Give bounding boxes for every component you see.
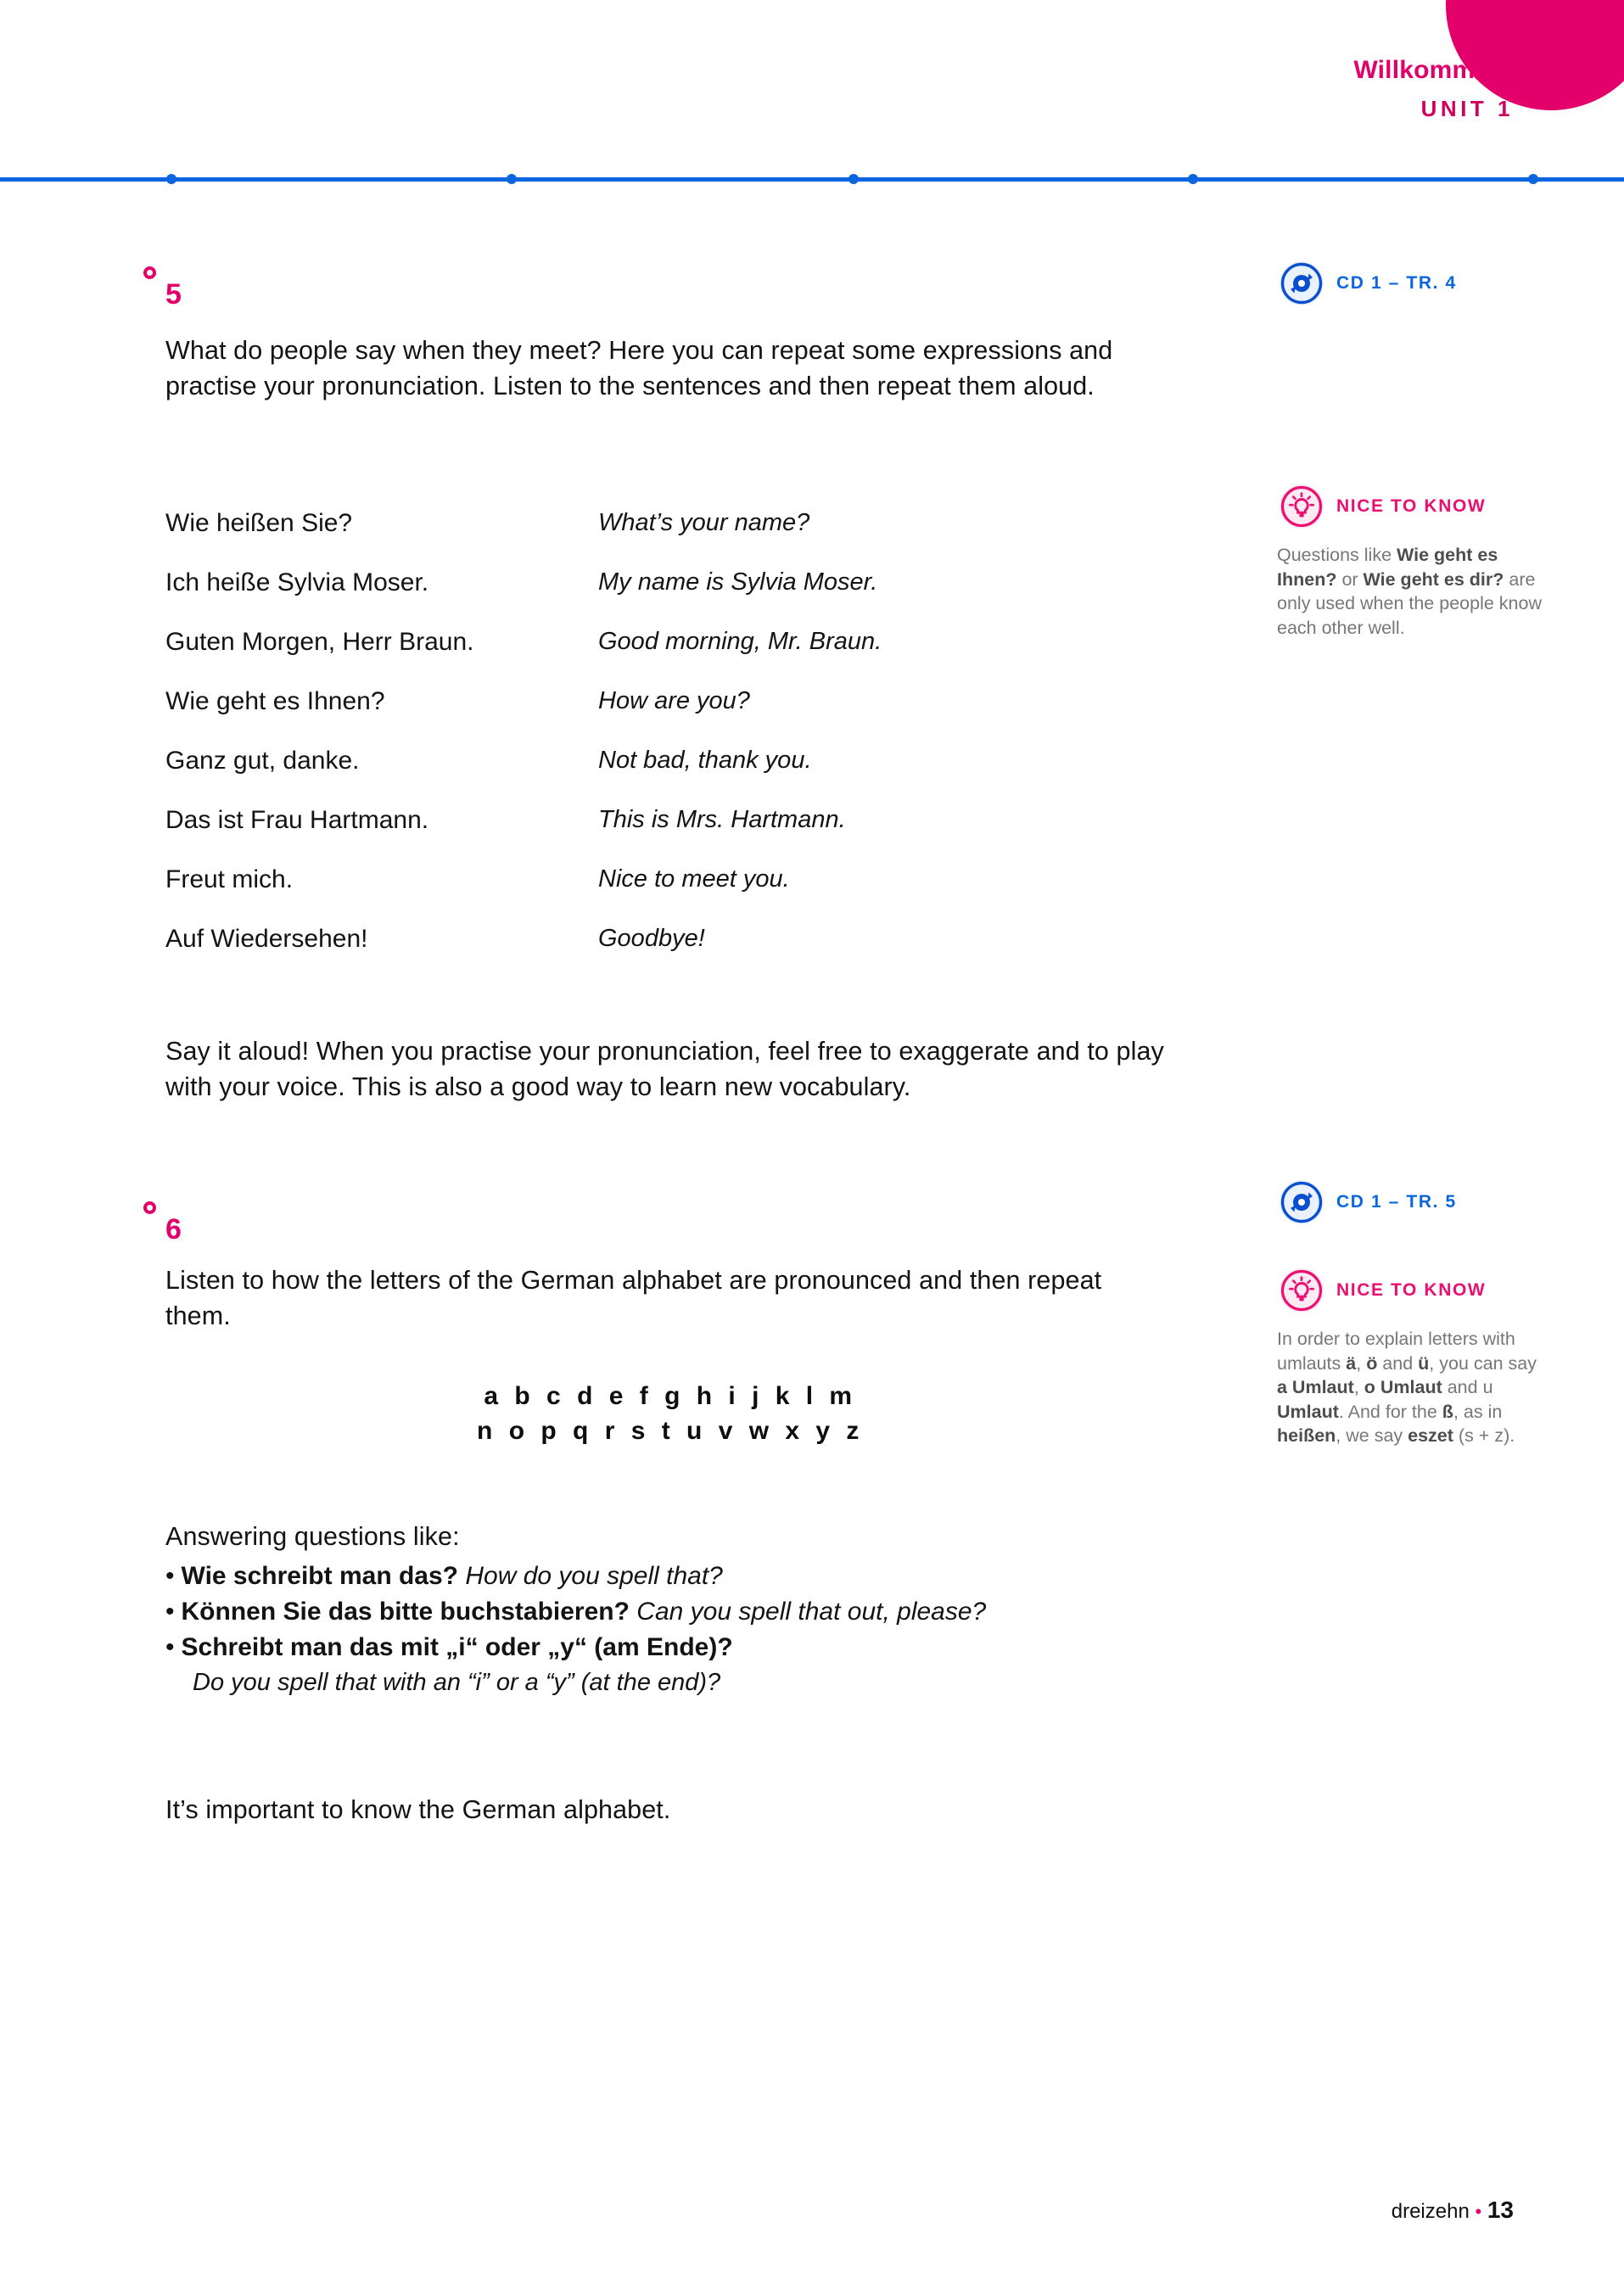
note2-seg6: and u [1442, 1377, 1493, 1398]
sidebar-note-1 [1277, 482, 1548, 640]
table-row [165, 806, 1099, 865]
note1-seg1: Questions like [1277, 545, 1397, 565]
divider-line [0, 177, 1624, 182]
dialogue-english: Not bad, thank you. [598, 747, 812, 774]
table-row [165, 568, 1099, 628]
dialogue-english: This is Mrs. Hartmann. [598, 806, 846, 833]
note2-bold5: o Umlaut [1364, 1377, 1442, 1398]
cd-badge [1277, 1178, 1548, 1227]
divider-dot-5 [1528, 174, 1538, 184]
exercise-5-outro: Say it aloud! When you practise your pronunciation, feel free to exaggerate and to play with your voice. This is also a good way to learn new vocabulary. [165, 1037, 1164, 1102]
note2-bold2: ö [1366, 1352, 1378, 1374]
alphabet-line-1: a b c d e f g h i j k l m [484, 1382, 857, 1410]
note2-seg5: , [1353, 1377, 1364, 1398]
note2-seg3: and [1377, 1352, 1419, 1374]
nice-to-know-label: NICE TO KNOW [1336, 1280, 1487, 1300]
exercise-5-number: 5 [165, 278, 182, 311]
note2-seg4: , you can say [1429, 1352, 1537, 1374]
cd-icon [1277, 1178, 1326, 1227]
bullet-english: How do you spell that? [465, 1562, 723, 1590]
cd-badge [1277, 259, 1548, 308]
note2-bold8: heißen [1277, 1425, 1336, 1447]
dialogue-english: Goodbye! [598, 925, 705, 952]
answering-questions-label: Answering questions like: [165, 1522, 460, 1551]
table-row [165, 747, 1099, 806]
note2-bold7: ß [1442, 1401, 1453, 1422]
bullet-icon: • [165, 1632, 175, 1661]
sidebar-note-2-text [1277, 1327, 1548, 1448]
note2-seg2: , [1356, 1352, 1367, 1374]
lightbulb-icon [1277, 1266, 1326, 1315]
dialogue-english: What’s your name? [598, 509, 810, 536]
dialogue-english: My name is Sylvia Moser. [598, 568, 878, 596]
dialogue-german: Auf Wiedersehen! [165, 925, 368, 953]
nice-to-know-label: NICE TO KNOW [1336, 496, 1487, 516]
table-row [165, 687, 1099, 747]
nice-to-know-badge [1277, 482, 1548, 531]
note2-seg8: , as in [1453, 1401, 1503, 1422]
bullet-icon: • [165, 1597, 175, 1626]
bullet-german: Können Sie das bitte buchstabieren? [181, 1597, 630, 1626]
note2-bold6: Umlaut [1277, 1401, 1339, 1422]
sidebar-note-2 [1277, 1266, 1548, 1448]
divider-dot-4 [1188, 174, 1198, 184]
note2-seg9: , we say [1336, 1425, 1408, 1447]
dialogue-german: Wie geht es Ihnen? [165, 687, 385, 715]
list-item [165, 1559, 1175, 1593]
header-divider [0, 174, 1624, 184]
note2-bold1: ä [1346, 1352, 1357, 1374]
table-row [165, 628, 1099, 687]
note2-seg1: In order to explain letters with umlauts [1277, 1329, 1515, 1374]
page-footer [1392, 2197, 1514, 2224]
sidebar-audio-track-4 [1277, 259, 1548, 308]
exercise-6-marker [165, 1215, 182, 1244]
divider-dot-1 [166, 174, 176, 184]
bullet-english: Can you spell that out, please? [636, 1597, 987, 1626]
header-unit-label: UNIT 1 [1420, 96, 1514, 121]
dialogue-german: Freut mich. [165, 865, 294, 893]
note1-bold2: Wie geht es dir? [1363, 568, 1504, 590]
bullet-english-continuation: Do you spell that with an “i” or a “y” (at the end)? [193, 1668, 721, 1696]
table-row [165, 865, 1099, 925]
dialogue-english: Good morning, Mr. Braun. [598, 628, 882, 655]
note2-bold9: eszet [1408, 1425, 1453, 1447]
dialogue-german: Ich heiße Sylvia Moser. [165, 568, 429, 596]
dialogue-german: Guten Morgen, Herr Braun. [165, 628, 474, 656]
dialogue-english: Nice to meet you. [598, 865, 790, 893]
dialogue-german: Ganz gut, danke. [165, 747, 360, 775]
footer-dot-icon: • [1475, 2201, 1482, 2222]
note1-seg2: or [1336, 568, 1364, 590]
sidebar-audio-track-5 [1277, 1178, 1548, 1227]
footer-word: dreizehn [1391, 2200, 1470, 2223]
note2-bold4: a Umlaut [1277, 1377, 1354, 1398]
cd-track-label: CD 1 – TR. 4 [1336, 273, 1457, 293]
note1-seg3: are only used when the people know each other well. [1277, 568, 1542, 638]
note2-seg10: (s + z). [1453, 1425, 1515, 1447]
note2-seg7: . And for the [1338, 1401, 1442, 1422]
dialogue-german: Wie heißen Sie? [165, 509, 353, 537]
bullet-german: Schreibt man das mit „i“ oder „y“ (am Ende)? [181, 1632, 733, 1661]
exercise-bullet-icon [143, 1201, 156, 1214]
bullet-icon: • [165, 1562, 175, 1590]
nice-to-know-badge [1277, 1266, 1548, 1315]
table-row [165, 925, 1099, 984]
exercise-5-marker [165, 280, 182, 309]
sidebar-note-1-text [1277, 543, 1548, 640]
dialogue-english: How are you? [598, 687, 750, 714]
cd-track-label: CD 1 – TR. 5 [1336, 1192, 1457, 1212]
exercise-5-intro: What do people say when they meet? Here you can repeat some expressions and practise your pronunciation. Listen to the sentences and then repeat them aloud. [165, 336, 1113, 401]
divider-dot-3 [848, 174, 859, 184]
cd-icon [1277, 259, 1326, 308]
exercise-bullet-icon [143, 266, 156, 279]
exercise-6-number: 6 [165, 1213, 182, 1245]
dialogue-german: Das ist Frau Hartmann. [165, 806, 429, 834]
table-row [165, 509, 1099, 568]
note1-bold1: Wie geht es Ihnen? [1277, 545, 1498, 590]
exercise-6-intro: Listen to how the letters of the German alphabet are pronounced and then repeat them. [165, 1266, 1102, 1331]
divider-dot-2 [507, 174, 517, 184]
question-bullet-list [165, 1559, 1175, 1699]
page-number: 13 [1487, 2197, 1514, 2223]
list-item [165, 1631, 1175, 1665]
lightbulb-icon [1277, 482, 1326, 531]
exercise-6-closing: It’s important to know the German alphabet. [165, 1795, 671, 1824]
note2-bold3: ü [1418, 1352, 1430, 1374]
page-header [1353, 58, 1514, 120]
list-item [165, 1595, 1175, 1629]
alphabet-line-2: n o p q r s t u v w x y z [477, 1417, 864, 1446]
bullet-german: Wie schreibt man das? [181, 1562, 458, 1590]
header-welcome-title: Willkommen! [1353, 56, 1514, 84]
alphabet-display [165, 1379, 1175, 1449]
dialogue-table [165, 509, 1099, 984]
